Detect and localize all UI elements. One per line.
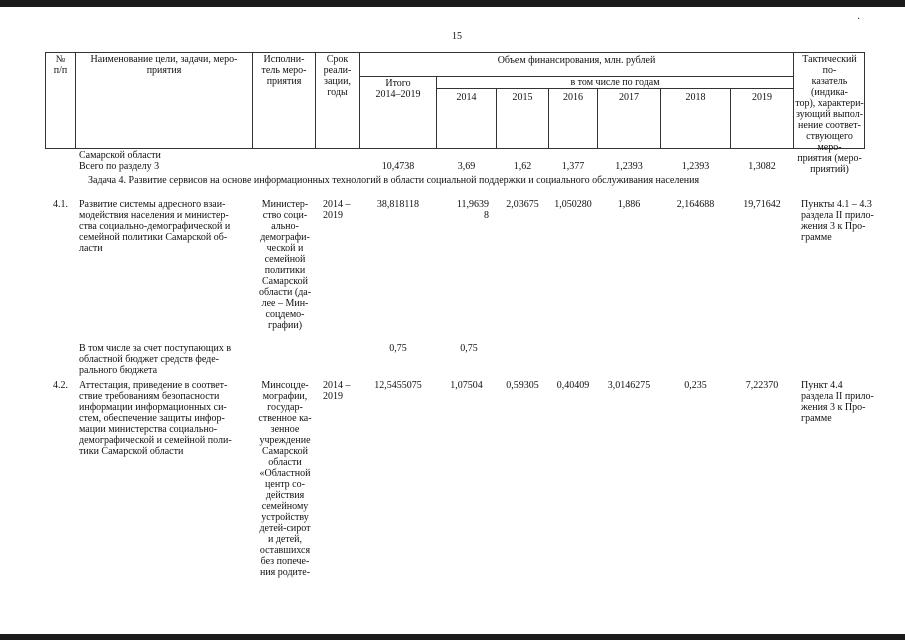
header-indicator: Тактический по- казатель (индика- тор), характери- зующий выпол- нение соответ- ствующего меро- приятия (меро- приятий) bbox=[795, 54, 864, 175]
row-indicator: Пункты 4.1 – 4.3 раздела II прило- жения 3 к Про- грамме bbox=[801, 199, 874, 243]
row-total: 38,818118 bbox=[376, 199, 420, 210]
scan-artifact: · bbox=[857, 14, 861, 25]
row-executor: Минсоцде- мографии, государ- ственное ка- зенное учреждение Самарской области «Областной центр со- действия семейному устройству детей-сирот и детей, оставшихся без попече- ния родите- bbox=[258, 380, 312, 578]
section-total-2014: 3,69 bbox=[457, 161, 476, 172]
row-num: 4.1. bbox=[53, 199, 68, 210]
row-name: Развитие системы адресного взаи- модействия населения и министер- ства социально-демографической и семейной политики Самарской об- ласти bbox=[79, 199, 231, 254]
row-num: 4.2. bbox=[53, 380, 68, 391]
row-2015: 2,03675 bbox=[506, 199, 539, 210]
row-executor: Министер- ство соци- ально- демографи- ческой и семейной политики Самарской области (да- лее – Мин- соцдемо- графии) bbox=[258, 199, 312, 331]
section-total-label: Всего по разделу 3 bbox=[79, 161, 160, 172]
row-total: 12,5455075 bbox=[374, 380, 422, 391]
header-year-2018: 2018 bbox=[685, 92, 706, 103]
row-total: 0,75 bbox=[389, 343, 407, 354]
row-2015: 0,59305 bbox=[506, 380, 539, 391]
header-year-2014: 2014 bbox=[456, 92, 477, 103]
header-funding: Объем финансирования, млн. рублей bbox=[497, 55, 656, 66]
section-total-2017: 1,2393 bbox=[615, 161, 643, 172]
header-year-2017: 2017 bbox=[619, 92, 639, 103]
header-year-2019: 2019 bbox=[752, 92, 772, 103]
scan-top-border bbox=[0, 0, 905, 7]
section-total-2015: 1,62 bbox=[513, 161, 532, 172]
task-heading: Задача 4. Развитие сервисов на основе информационных технологий в области социальной поддержки и социального обслуживания населения bbox=[88, 175, 700, 186]
header-by-years: в том числе по годам bbox=[570, 77, 660, 88]
header-year-2015: 2015 bbox=[512, 92, 533, 103]
row-term: 2014 – 2019 bbox=[323, 380, 351, 402]
row-2017: 3,0146275 bbox=[607, 380, 651, 391]
header-num: № п/п bbox=[53, 54, 68, 76]
section-total-all: 10,4738 bbox=[381, 161, 415, 172]
header-executor: Исполни- тель меро- приятия bbox=[261, 54, 307, 87]
row-term: 2014 – 2019 bbox=[323, 199, 351, 221]
page-number: 15 bbox=[452, 31, 462, 42]
section-total-2016: 1,377 bbox=[561, 161, 585, 172]
header-name: Наименование цели, задачи, меро- приятия bbox=[90, 54, 238, 76]
row-2014: 0,75 bbox=[460, 343, 478, 354]
row-2018: 2,164688 bbox=[676, 199, 715, 210]
header-total: Итого 2014–2019 bbox=[375, 78, 421, 100]
section-total-2018: 1,2393 bbox=[681, 161, 710, 172]
row-name: Аттестация, приведение в соответ- ствие требованиям безопасности информации информационных си- стем, обеспечение защиты инфор- мации министерства социально- демографической и семейной поли- тики Самарской области bbox=[79, 380, 232, 457]
carry-over-text: Самарской области bbox=[79, 150, 161, 161]
row-2019: 7,22370 bbox=[745, 380, 779, 391]
row-2014: 11,9639 8 bbox=[456, 199, 489, 221]
row-name: В том числе за счет поступающих в областной бюджет средств феде- рального бюджета bbox=[79, 343, 232, 376]
row-indicator: Пункт 4.4 раздела II прило- жения 3 к Про- грамме bbox=[801, 380, 874, 424]
row-2016: 1,050280 bbox=[554, 199, 592, 210]
scan-bottom-border bbox=[0, 634, 905, 640]
header-term: Срок реали- зации, годы bbox=[323, 54, 352, 98]
row-2017: 1,886 bbox=[617, 199, 641, 210]
row-2016: 0,40409 bbox=[556, 380, 590, 391]
section-total-2019: 1,3082 bbox=[748, 161, 776, 172]
header-year-2016: 2016 bbox=[563, 92, 583, 103]
row-2014: 1,07504 bbox=[450, 380, 483, 391]
row-2019: 19,71642 bbox=[743, 199, 781, 210]
row-2018: 0,235 bbox=[684, 380, 707, 391]
